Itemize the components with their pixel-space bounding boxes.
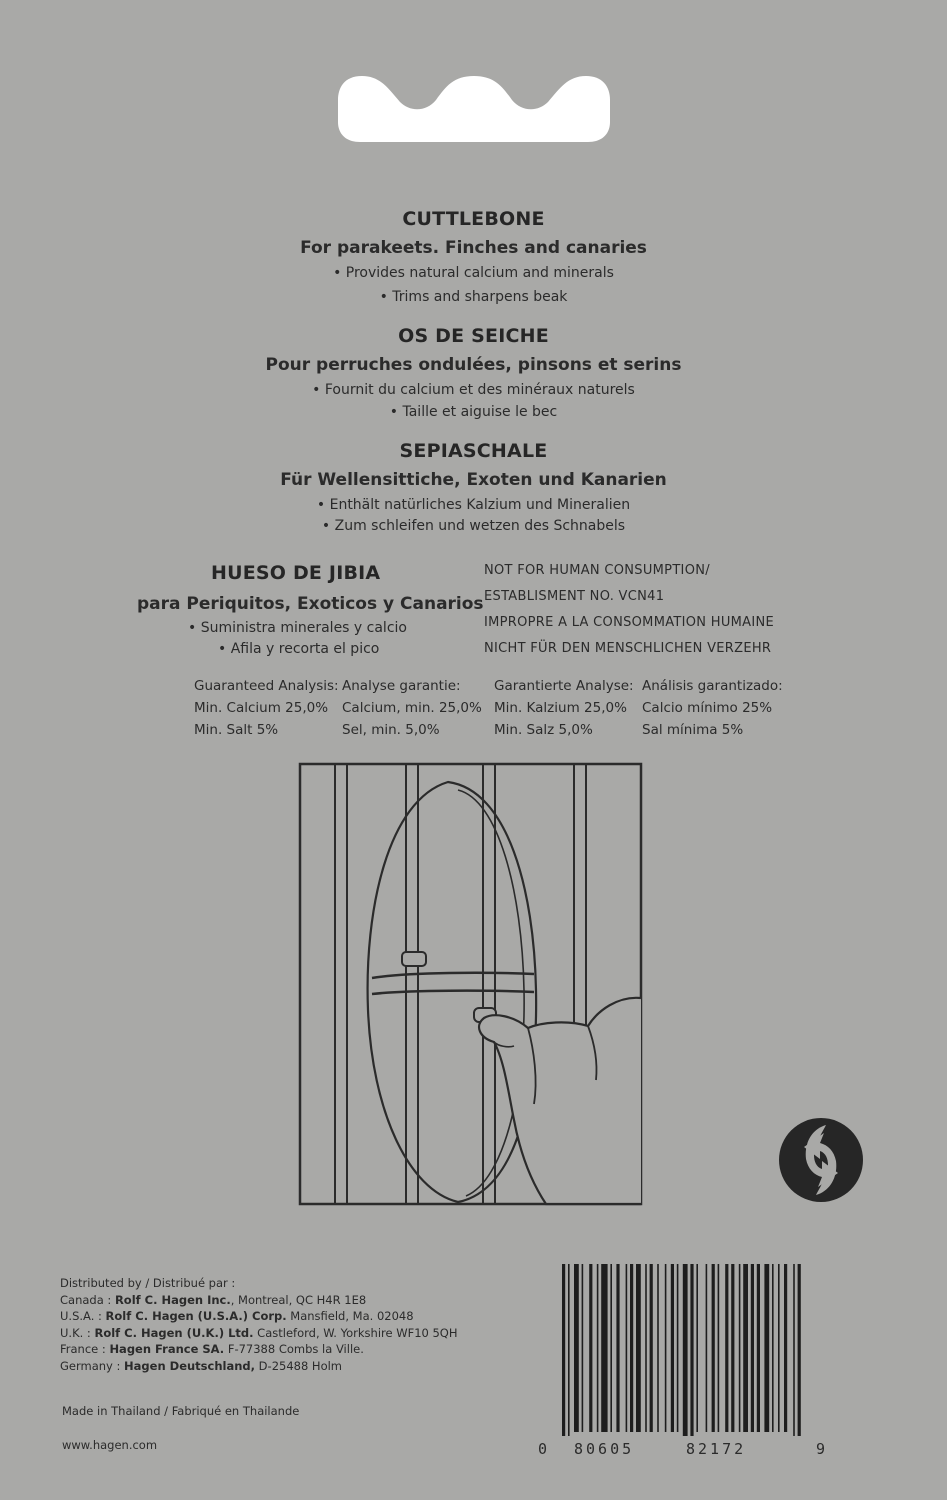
analysis-es-calcium: Calcio mínimo 25% <box>642 700 773 716</box>
distributor-germany: Germany : Hagen Deutschland, D-25488 Holm <box>60 1358 343 1373</box>
barcode-bar <box>574 1264 579 1432</box>
green-dot-recycle-icon <box>778 1117 864 1203</box>
barcode-bar <box>743 1264 748 1432</box>
analysis-fr <box>342 675 482 741</box>
analysis-es-salt: Sal mínima 5% <box>642 722 744 738</box>
section-title-fr: OS DE SEICHE <box>398 325 549 347</box>
notice-line-4: NICHT FÜR DEN MENSCHLICHEN VERZEHR <box>484 641 772 656</box>
barcode-bar <box>764 1264 769 1432</box>
section-subtitle-fr: Pour perruches ondulées, pinsons et serins <box>265 355 682 375</box>
analysis-en-heading: Guaranteed Analysis: <box>194 678 339 694</box>
analysis-en-salt: Min. Salt 5% <box>194 722 279 738</box>
barcode-bar <box>778 1264 780 1432</box>
distributor-usa: U.S.A. : Rolf C. Hagen (U.S.A.) Corp. Mansfield, Ma. 02048 <box>60 1309 414 1323</box>
barcode-bar <box>657 1264 659 1432</box>
barcode-bar <box>739 1264 741 1432</box>
barcode-bar <box>718 1264 720 1432</box>
barcode-bar <box>568 1264 570 1436</box>
distributor-uk: U.K. : Rolf C. Hagen (U.K.) Ltd. Castleford, W. Yorkshire WF10 5QH <box>60 1325 458 1340</box>
analysis-fr-calcium: Calcium, min. 25,0% <box>342 700 482 716</box>
bullet-de-2: • Zum schleifen und wetzen des Schnabels <box>321 518 626 534</box>
barcode-bar <box>757 1264 760 1432</box>
barcode-bar <box>630 1264 633 1432</box>
barcode-digit-check: 9 <box>816 1440 826 1458</box>
bullet-de-1: • Enthält natürliches Kalzium und Mineralien <box>316 497 631 513</box>
barcode-bar <box>589 1264 592 1432</box>
notice-line-3: IMPROPRE A LA CONSOMMATION HUMAINE <box>484 615 775 630</box>
barcode-bar <box>798 1264 801 1436</box>
barcode-bar <box>677 1264 679 1432</box>
notice-line-2: ESTABLISMENT NO. VCN41 <box>484 589 665 604</box>
distribution-heading: Distributed by / Distribué par : <box>60 1276 236 1290</box>
analysis-es-heading: Análisis garantizado: <box>642 678 783 694</box>
barcode-bar <box>725 1264 728 1432</box>
section-title-de: SEPIASCHALE <box>399 440 548 462</box>
analysis-de-salt: Min. Salz 5,0% <box>494 722 593 738</box>
barcode-bar <box>671 1264 674 1432</box>
bullet-en-2: • Trims and sharpens beak <box>379 289 568 305</box>
barcode-bar <box>696 1264 698 1432</box>
section-subtitle-en: For parakeets. Finches and canaries <box>300 238 647 258</box>
analysis-en-calcium: Min. Calcium 25,0% <box>194 700 329 716</box>
made-in: Made in Thailand / Fabriqué en Thailande <box>62 1404 300 1418</box>
barcode-bar <box>636 1264 641 1432</box>
barcode-bar <box>706 1264 708 1432</box>
barcode-bar <box>712 1264 715 1432</box>
section-subtitle-es: para Periquitos, Exoticos y Canarios <box>137 594 484 614</box>
barcode-bar <box>683 1264 688 1436</box>
barcode-bar <box>645 1264 647 1432</box>
barcode-bar <box>601 1264 607 1432</box>
barcode-bar <box>690 1264 693 1436</box>
section-subtitle-de: Für Wellensittiche, Exoten und Kanarien <box>280 470 667 490</box>
barcode-bar <box>597 1264 599 1432</box>
cage-cuttlebone-illustration-icon <box>298 760 644 1207</box>
barcode-bar <box>610 1264 612 1432</box>
distributor-france: France : Hagen France SA. F-77388 Combs la Ville. <box>60 1342 364 1356</box>
section-title-en: CUTTLEBONE <box>402 208 545 230</box>
bullet-es-2: • Afila y recorta el pico <box>218 641 380 657</box>
barcode-bar <box>650 1264 653 1432</box>
barcode-bar <box>784 1264 787 1432</box>
barcode-bar <box>793 1264 795 1436</box>
distribution-block <box>60 1275 458 1374</box>
barcode-bar <box>562 1264 565 1436</box>
barcode-digits-right: 82172 <box>686 1440 747 1458</box>
barcode-bar <box>665 1264 667 1432</box>
bullet-es-1: • Suministra minerales y calcio <box>188 620 407 636</box>
bullet-fr-1: • Fournit du calcium et des minéraux naturels <box>312 382 635 398</box>
distributor-canada: Canada : Rolf C. Hagen Inc., Montreal, QC H4R 1E8 <box>60 1292 367 1307</box>
hang-hole-icon <box>0 0 947 160</box>
barcode-bar <box>751 1264 754 1432</box>
analysis-de-heading: Garantierte Analyse: <box>494 678 634 694</box>
analysis-de-calcium: Min. Kalzium 25,0% <box>494 700 627 716</box>
section-title-es: HUESO DE JIBIA <box>211 562 381 584</box>
barcode-bar <box>731 1264 734 1432</box>
barcode-bar <box>626 1264 628 1432</box>
analysis-es <box>642 675 783 741</box>
analysis-fr-salt: Sel, min. 5,0% <box>342 722 440 738</box>
bullet-en-1: • Provides natural calcium and minerals <box>333 265 614 281</box>
website: www.hagen.com <box>62 1438 158 1452</box>
notice-line-1: NOT FOR HUMAN CONSUMPTION/ <box>484 563 710 578</box>
barcode-digit-first: 0 <box>538 1440 548 1458</box>
analysis-de <box>494 675 634 741</box>
barcode <box>538 1264 828 1470</box>
barcode-digits-left: 80605 <box>574 1440 635 1458</box>
bullet-fr-2: • Taille et aiguise le bec <box>389 404 558 420</box>
barcode-bar <box>582 1264 584 1432</box>
barcode-bar <box>616 1264 619 1432</box>
barcode-bar <box>772 1264 774 1432</box>
analysis-en <box>194 675 339 741</box>
analysis-fr-heading: Analyse garantie: <box>342 678 461 694</box>
barcode-bars <box>538 1264 828 1436</box>
